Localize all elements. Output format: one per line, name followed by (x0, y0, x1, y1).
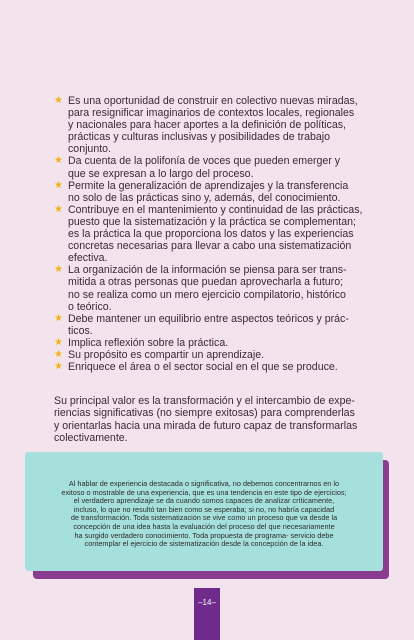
note-text (39, 480, 369, 549)
note-line: contemplar el ejercicio de sistematización desde la concepción de la idea. (84, 539, 324, 549)
list-item-text: Enriquece el área o el sector social en el que se produce. (68, 361, 338, 374)
list-item-text: efectiva. (68, 252, 108, 265)
list-item (54, 180, 384, 204)
list-item-text: Implica reflexión sobre la práctica. (68, 336, 229, 349)
star-icon: ★ (54, 155, 63, 167)
star-icon: ★ (54, 348, 63, 360)
list-item (54, 349, 384, 361)
list-item-text: que se expresan a lo largo del proceso. (68, 167, 254, 180)
list-item-text: Debe mantener un equilibrio entre aspectos teóricos y prác- (68, 312, 349, 325)
paragraph-line: colectivamente. (54, 432, 128, 445)
list-item-text: no solo de las prácticas sino y, además, del conocimiento. (68, 191, 341, 204)
list-item-text: Su propósito es compartir un aprendizaje. (68, 348, 265, 361)
note-line: exitoso o mostrable de una experiencia, que es una tendencia en este tipo de ejercicios; (61, 487, 347, 497)
list-item (54, 313, 384, 337)
page-number: –14– (198, 598, 216, 607)
note-box (25, 452, 383, 571)
list-item-text: concretas necesarias para llevar a cabo una sistematización (68, 240, 352, 253)
list-item (54, 361, 384, 373)
list-item (54, 204, 384, 264)
note-line: el verdadero aprendizaje se da cuando somos capaces de analizar críticamente, (73, 496, 335, 506)
note-line: concepción de una idea hasta la evaluación del proceso del que necesariamente (73, 521, 335, 531)
list-item (54, 264, 384, 312)
list-item (54, 95, 384, 155)
list-item (54, 337, 384, 349)
list-item-text: prácticas y culturas inclusivas y posibilidades de trabajo (68, 131, 331, 144)
summary-paragraph (54, 395, 384, 445)
list-item-text: no se realiza como un mero ejercicio compilatorio, histórico (68, 288, 346, 301)
star-icon: ★ (54, 95, 63, 106)
list-item (54, 155, 384, 179)
paragraph-line: Su principal valor es la transformación y el intercambio de expe- (54, 395, 355, 407)
footer-bar (194, 588, 220, 640)
note-line: incluso, lo que no resultó tan bien como se esperaba; si no, no habría capacidad (73, 504, 335, 514)
note-line: ha surgido verdadero conocimiento. Toda propuesta de programa- servicio debe (74, 530, 334, 540)
list-item-text: conjunto. (68, 143, 111, 156)
list-item-text: Contribuye en el mantenimiento y continuidad de las prácticas, (68, 203, 363, 216)
star-icon: ★ (54, 179, 63, 191)
star-icon: ★ (54, 336, 63, 348)
star-icon: ★ (54, 264, 63, 276)
star-icon: ★ (54, 312, 63, 324)
list-item-text: es la práctica la que proporciona los datos y las experiencias (68, 228, 354, 241)
star-icon: ★ (54, 361, 63, 373)
list-item-text: para resignificar imaginarios de contextos locales, regionales (68, 107, 355, 120)
list-item-text: La organización de la información se piensa para ser trans- (68, 264, 347, 277)
paragraph-line: y orientarlas hacia una mirada de futuro capaz de transformarlas (54, 419, 358, 432)
note-line: Al hablar de experiencia destacada o significativa, no debemos concentrarnos en lo (68, 479, 340, 488)
note-line: de transformación. Toda sistematización se vive como un proceso que va desde la (70, 513, 338, 523)
list-item-text: mitida a otras personas que puedan aprovecharla a futuro; (68, 276, 344, 289)
bullet-list (54, 95, 384, 373)
list-item-text: Es una oportunidad de construir en colectivo nuevas miradas, (68, 95, 358, 107)
list-item-text: o teórico. (68, 300, 112, 313)
list-item-text: Da cuenta de la polifonía de voces que pueden emerger y (68, 155, 341, 168)
star-icon: ★ (54, 203, 63, 215)
list-item-text: y nacionales para hacer aportes a la definición de políticas, (68, 119, 346, 132)
list-item-text: puesto que la sistematización y la práctica se complementan; (68, 215, 356, 228)
list-item-text: Permite la generalización de aprendizajes y la transferencia (68, 179, 349, 192)
list-item-text: ticos. (68, 324, 93, 337)
paragraph-line: riencias significativas (no siempre exitosas) para comprenderlas (54, 407, 355, 420)
